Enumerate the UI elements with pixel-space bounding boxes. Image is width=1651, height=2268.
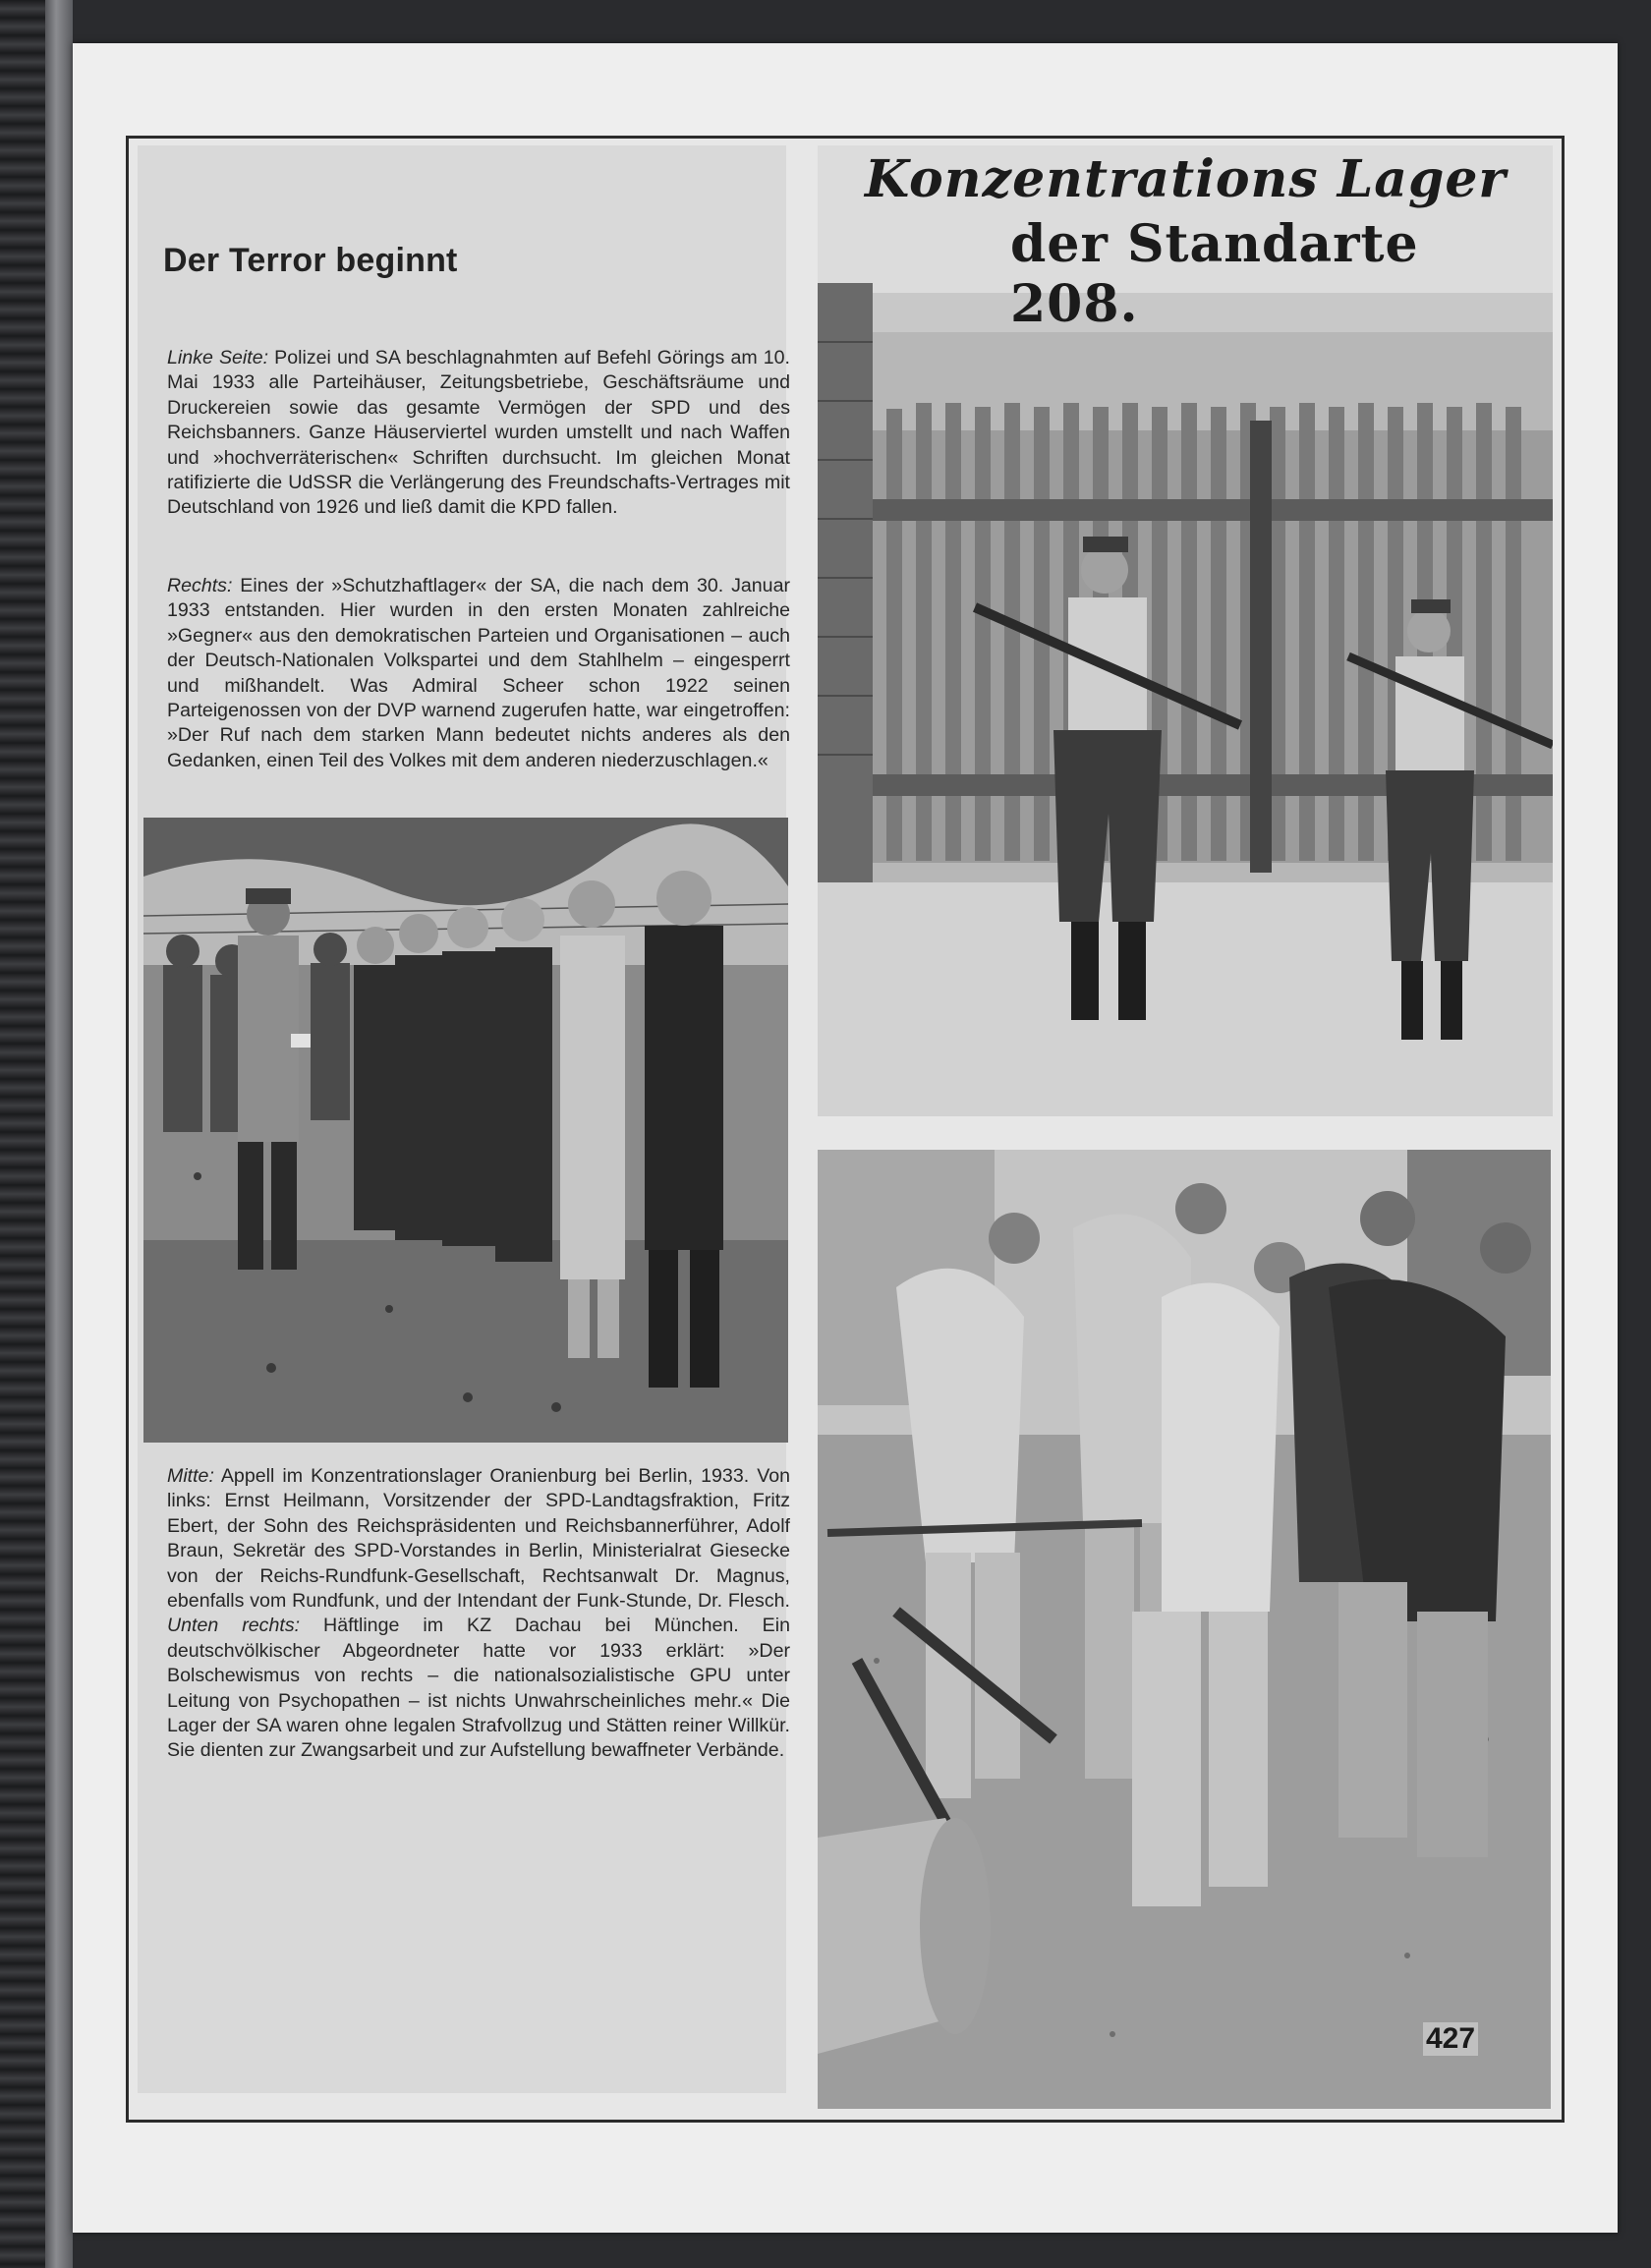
caption-body: Eines der »Schutzhaftlager« der SA, die nach dem 30. Januar 1933 entstanden. Hier wurden in den ersten Monaten zahlreiche »Gegner« aus den demokratischen Parteien und Organisationen – auch der Deutsch-Nationalen Volkspartei und dem Stahlhelm – eingesperrt und mißhandelt. Was Admiral Scheer schon 1922 seinen Parteigenossen von der DVP warnend zugerufen hatte, war eingetroffen: »Der Ruf nach dem starken Mann bedeutet nichts anderes als den Gedanken, einen Teil des Volkes mit dem anderen niederzuschlagen.« (167, 575, 790, 771)
gate-sign-line-2: der Standarte 208. (1010, 214, 1419, 334)
caption-rechts (167, 574, 790, 773)
caption-mitte (167, 1464, 790, 1764)
caption-lead: Linke Seite: (167, 347, 269, 369)
gate-sign (818, 145, 1553, 334)
binder-edge (0, 0, 73, 2268)
page-number: 427 (1423, 2022, 1478, 2056)
gate-sign-line-1: Konzentrations Lager (865, 149, 1507, 209)
caption-lead: Unten rechts: (167, 1615, 301, 1637)
caption-body: Polizei und SA beschlagnahmten auf Befehl Görings am 10. Mai 1933 alle Parteihäuser, Zeitungsbetriebe, Geschäftsräume und Druckereien sowie das gesamte Vermögen der SPD und des Reichsbanners. Ganze Häuserviertel wurden umstellt und nach Waffen und »hochverräterischen« Schriften durchsucht. Im gleichen Monat ratifizierte die UdSSR die Verlängerung des Freundschafts-Vertrages mit Deutschland von 1926 und ließ damit die KPD fallen. (167, 347, 790, 519)
caption-lead: Rechts: (167, 575, 233, 596)
photo-dachau-walze (818, 1150, 1551, 2109)
photo-lagertor (818, 145, 1553, 1116)
caption-body: Appell im Konzentrationslager Oranienburg bei Berlin, 1933. Von links: Ernst Heilmann, Vorsitzender der SPD-Landtagsfraktion, Fritz Ebert, der Sohn des Reichspräsidenten und Reichsbannerführer, Adolf Braun, Sekretär des SPD-Vorstandes in Berlin, Ministerialrat Giesecke von der Reichs-Rundfunk-Gesellschaft, Rechtsanwalt Dr. Magnus, ebenfalls vom Rundfunk, und der Intendant der Funk-Stunde, Dr. Flesch. (167, 1465, 790, 1613)
photo-appell-oranienburg (143, 818, 788, 1443)
caption-linke-seite (167, 346, 790, 521)
caption-lead: Mitte: (167, 1465, 214, 1487)
page-title: Der Terror beginnt (163, 242, 458, 279)
caption-body: Häftlinge im KZ Dachau bei München. Ein deutschvölkischer Abgeordneter hatte vor 1933 erklärt: »Der Bolschewismus von rechts – die nationalsozialistische GPU unter Leitung von Psychopathen – ist nichts Unwahrscheinliches mehr.« Die Lager der SA waren ohne legalen Strafvollzug und Stätten reiner Willkür. Sie dienten zur Zwangsarbeit und zur Aufstellung bewaffneter Verbände. (167, 1615, 790, 1762)
